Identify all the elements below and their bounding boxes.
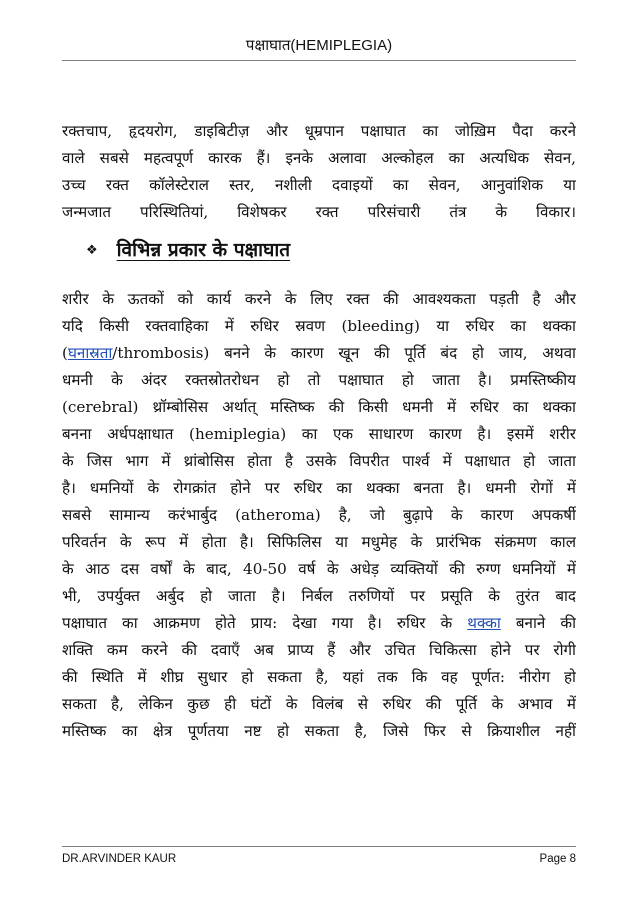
text-line: वाले सबसे महत्वपूर्ण कारक हैं। इनके अलावा अल्कोहल का अत्यधिक सेवन,: [62, 149, 576, 167]
text-fragment: /thrombosis) बनने के कारण खून की पूर्ति बंद हो जाय, अथवा: [112, 344, 576, 362]
text-line: है। धमनियों के रोगक्रांत होने पर रुधिर का थक्का बनता है। धमनी रोगों में: [62, 479, 576, 497]
text-line: भी, उपर्युक्त अर्बुद हो जाता है। निर्बल तरुणियों पर प्रसूति के तुरंत बाद: [62, 587, 576, 605]
text-line: धमनी के अंदर रक्तस्रोतरोधन हो तो पक्षाघात हो जाता है। प्रमस्तिष्कीय: [62, 371, 576, 389]
text-line: यदि किसी रक्तवाहिका में रुधिर स्रवण (bleeding) या रुधिर का थक्का: [62, 317, 576, 335]
page-header-title: पक्षाघात(HEMIPLEGIA): [245, 37, 393, 54]
text-line: सबसे सामान्य करंभार्बुद (atheroma) है, जो बुढ़ापे के कारण अपकर्षी: [62, 506, 576, 524]
text-line: रक्तचाप, हृदयरोग, डाइबिटीज़ और धूम्रपान पक्षाघात का जोख़िम पैदा करने: [62, 122, 576, 140]
text-line: की स्थिति में शीघ्र सुधार हो सकता है, यहां तक कि वह पूर्णत: नीरोग हो: [62, 668, 576, 686]
footer-author: DR.ARVINDER KAUR: [62, 853, 177, 865]
diamond-bullet-icon: ❖: [86, 243, 98, 258]
text-line: जन्मजात परिस्थितियां, विशेषकर रक्त परिसंचारी तंत्र के विकार।: [62, 203, 576, 221]
paragraph-risk-factors: [62, 118, 576, 226]
header-divider: [62, 60, 576, 61]
footer-page-number: Page 8: [539, 853, 576, 865]
thrombosis-link[interactable]: घनास्रता: [67, 344, 113, 362]
text-line: [62, 610, 576, 637]
text-line: के आठ दस वर्षों के बाद, 40-50 वर्ष के अधेड़ व्यक्तियों की रुग्ण धमनियों में: [62, 560, 576, 578]
text-line: मस्तिष्क का क्षेत्र पूर्णतया नष्ट हो सकता है, जिसे फिर से क्रियाशील नहीं: [62, 722, 576, 740]
text-line: परिवर्तन के रूप में होता है। सिफिलिस या मधुमेह के प्रारंभिक संक्रमण काल: [62, 533, 576, 551]
text-fragment: (: [62, 344, 68, 362]
text-line: उच्च रक्त कॉलेस्टेराल स्तर, नशीली दवाइयों का सेवन, आनुवांशिक या: [62, 176, 576, 194]
text-line: सकता है, लेकिन कुछ ही घंटों के विलंब से रुधिर की पूर्ति के अभाव में: [62, 695, 576, 713]
footer-divider: [62, 846, 576, 847]
text-line: शक्ति कम करने की दवाएँ अब प्राप्य हैं और उचित चिकित्सा होने पर रोगी: [62, 641, 576, 659]
text-fragment: बनाने की: [500, 614, 576, 632]
text-fragment: पक्षाघात का आक्रमण होते प्राय: देखा गया है। रुधिर के: [62, 614, 468, 632]
text-line: (cerebral) थ्रॉम्बोसिस अर्थात् मस्तिष्क की किसी धमनी में रुधिर का थक्का: [62, 398, 576, 416]
text-line: बनना अर्धपक्षाधात (hemiplegia) का एक साधारण कारण है। इसमें शरीर: [62, 425, 576, 443]
section-heading: [86, 236, 290, 262]
section-heading-text: विभिन्न प्रकार के पक्षाघात: [116, 239, 291, 261]
paragraph-types-of-paralysis: [62, 286, 576, 745]
text-line: शरीर के ऊतकों को कार्य करने के लिए रक्त की आवश्यकता पड़ती है और: [62, 290, 576, 308]
text-line: के जिस भाग में थ्रांबोसिस होता है उसके विपरीत पार्श्व में पक्षाधात हो जाता: [62, 452, 576, 470]
text-line: [62, 340, 576, 367]
clot-link[interactable]: थक्का: [467, 614, 501, 632]
